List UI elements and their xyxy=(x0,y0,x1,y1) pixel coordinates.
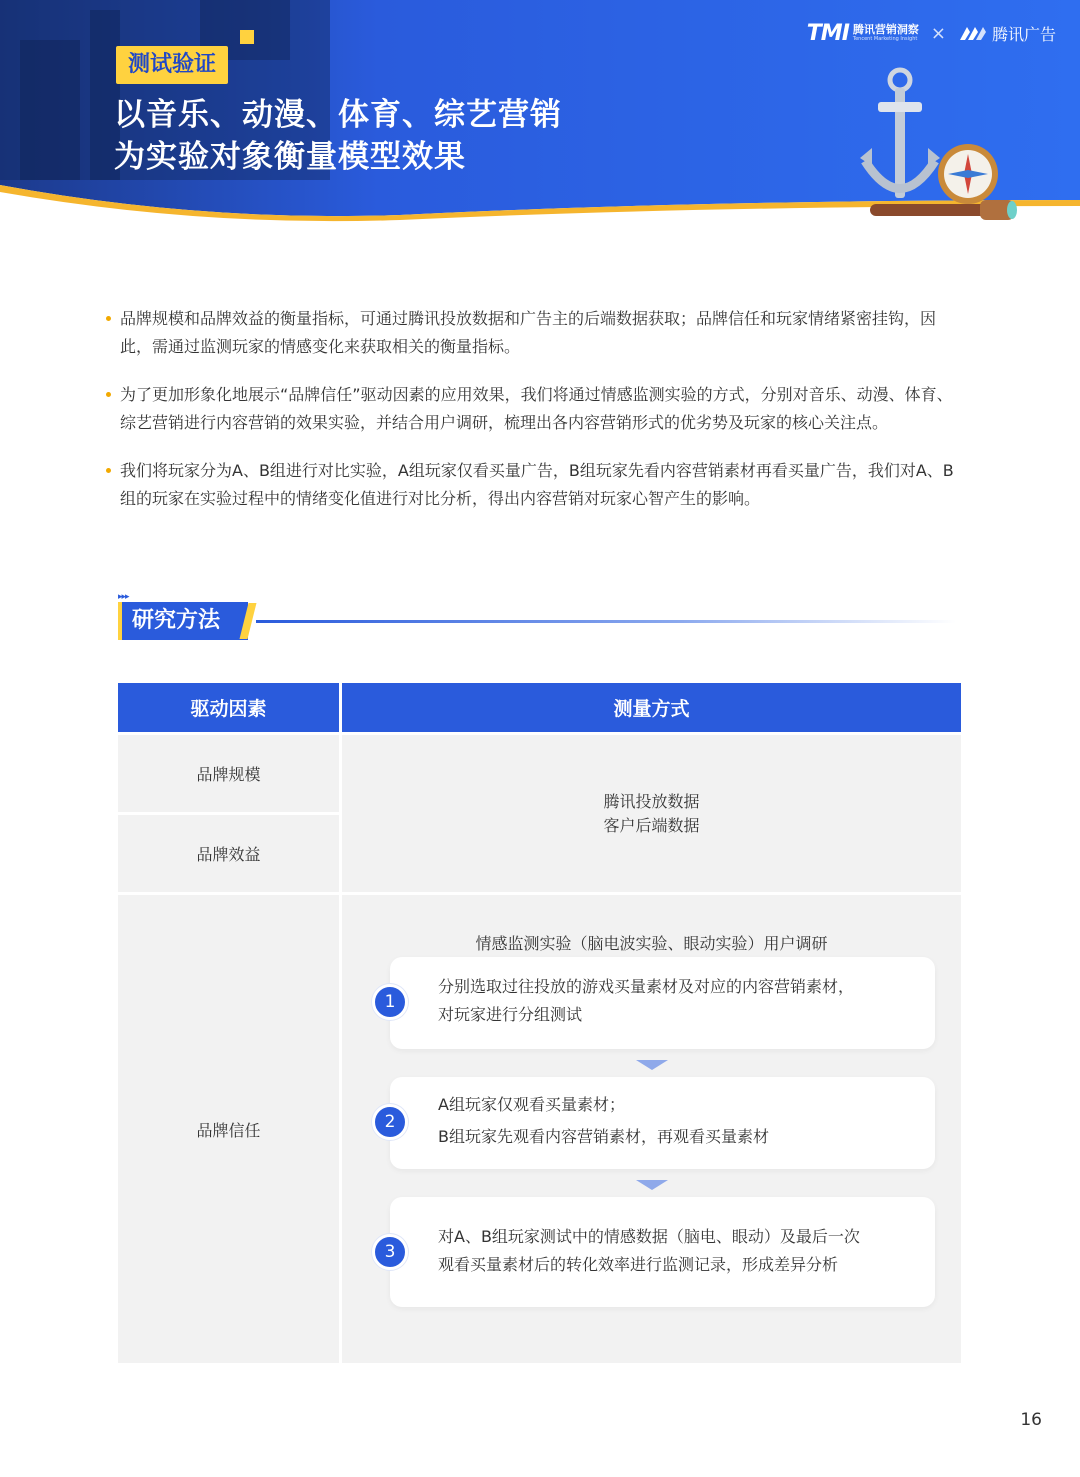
section-tag: 测试验证 xyxy=(116,46,228,84)
brand-logos xyxy=(807,18,1056,48)
tencent-ad-icon xyxy=(958,24,988,42)
down-arrow-icon xyxy=(636,1060,668,1070)
step-card xyxy=(384,957,935,1049)
cell-trust-method xyxy=(342,895,961,1363)
section-heading: 研究方法 xyxy=(118,602,248,640)
tmi-logo: TMI xyxy=(806,20,849,46)
page-number: 16 xyxy=(1020,1410,1042,1430)
bullet-text: 为了更加形象化地展示“品牌信任”驱动因素的应用效果，我们将通过情感监测实验的方式，分别对音乐、动漫、体育、综艺营销进行内容营销的效果实验，并结合用户调研，梳理出各内容营销形式的优劣势及玩家的核心关注点。 xyxy=(120,385,953,432)
bullet-item xyxy=(106,457,966,513)
header-banner xyxy=(0,0,1080,225)
step-text xyxy=(438,1223,915,1279)
page-title-line-2: 为实验对象衡量模型效果 xyxy=(114,139,466,175)
step-line: 对A、B组玩家测试中的情感数据（脑电、眼动）及最后一次 xyxy=(438,1227,860,1246)
section-arrows-icon: ▸▸▸ xyxy=(118,592,129,602)
tag-corner-decoration xyxy=(240,30,254,44)
page-title-line-1: 以音乐、动漫、体育、综艺营销 xyxy=(114,97,562,133)
step-line: A组玩家仅观看买量素材； xyxy=(438,1095,625,1114)
bullet-dot xyxy=(106,468,111,473)
cell-brand-trust: 品牌信任 xyxy=(118,895,339,1363)
down-arrow-icon xyxy=(636,1180,668,1190)
step-card xyxy=(384,1077,935,1169)
step-line: 观看买量素材后的转化效率进行监测记录，形成差异分析 xyxy=(438,1255,839,1274)
bullet-dot xyxy=(106,316,111,321)
bullet-text: 品牌规模和品牌效益的衡量指标，可通过腾讯投放数据和广告主的后端数据获取；品牌信任和玩家情绪紧密挂钩，因此，需通过监测玩家的情感变化来获取相关的衡量指标。 xyxy=(120,309,937,356)
tencent-ad-logo-text: 腾讯广告 xyxy=(991,24,1056,44)
step-number-badge: 1 xyxy=(372,984,408,1020)
step-text xyxy=(438,973,915,1029)
tmi-logo-cn: 腾讯营销洞察 xyxy=(852,23,919,36)
bullet-item xyxy=(106,305,966,361)
method-table xyxy=(118,683,961,1363)
table-header-driver: 驱动因素 xyxy=(118,683,339,732)
step-number-badge: 3 xyxy=(372,1234,408,1270)
step-line: B组玩家先观看内容营销素材，再观看买量素材 xyxy=(438,1127,769,1146)
cell-data-sources xyxy=(342,735,961,892)
bullet-dot xyxy=(106,392,111,397)
section-heading-accent xyxy=(118,602,122,640)
tmi-logo-text xyxy=(853,24,919,42)
data-source-item: 客户后端数据 xyxy=(603,815,700,835)
table-header-measurement: 测量方式 xyxy=(342,683,961,732)
step-line: 对玩家进行分组测试 xyxy=(438,1005,583,1024)
bullet-item xyxy=(106,381,966,437)
cell-brand-benefit: 品牌效益 xyxy=(118,815,339,892)
intro-bullets xyxy=(106,305,966,533)
page-title xyxy=(114,94,562,178)
cell-brand-scale: 品牌规模 xyxy=(118,735,339,812)
section-divider-line xyxy=(256,620,956,623)
step-number-badge: 2 xyxy=(372,1104,408,1140)
anchor-compass-illustration xyxy=(860,66,1020,225)
step-card xyxy=(384,1197,935,1307)
tmi-logo-en: Tencent Marketing Insight xyxy=(852,36,918,42)
bullet-text: 我们将玩家分为A、B组进行对比实验，A组玩家仅看买量广告，B组玩家先看内容营销素材再看买量广告，我们对A、B组的玩家在实验过程中的情绪变化值进行对比分析，得出内容营销对玩家心智产生的影响。 xyxy=(120,461,954,508)
trust-method-title: 情感监测实验（脑电波实验、眼动实验）用户调研 xyxy=(475,934,828,953)
logo-separator: × xyxy=(930,22,946,44)
step-text xyxy=(438,1089,915,1153)
data-source-item: 腾讯投放数据 xyxy=(603,791,700,811)
step-line: 分别选取过往投放的游戏买量素材及对应的内容营销素材， xyxy=(438,977,855,996)
